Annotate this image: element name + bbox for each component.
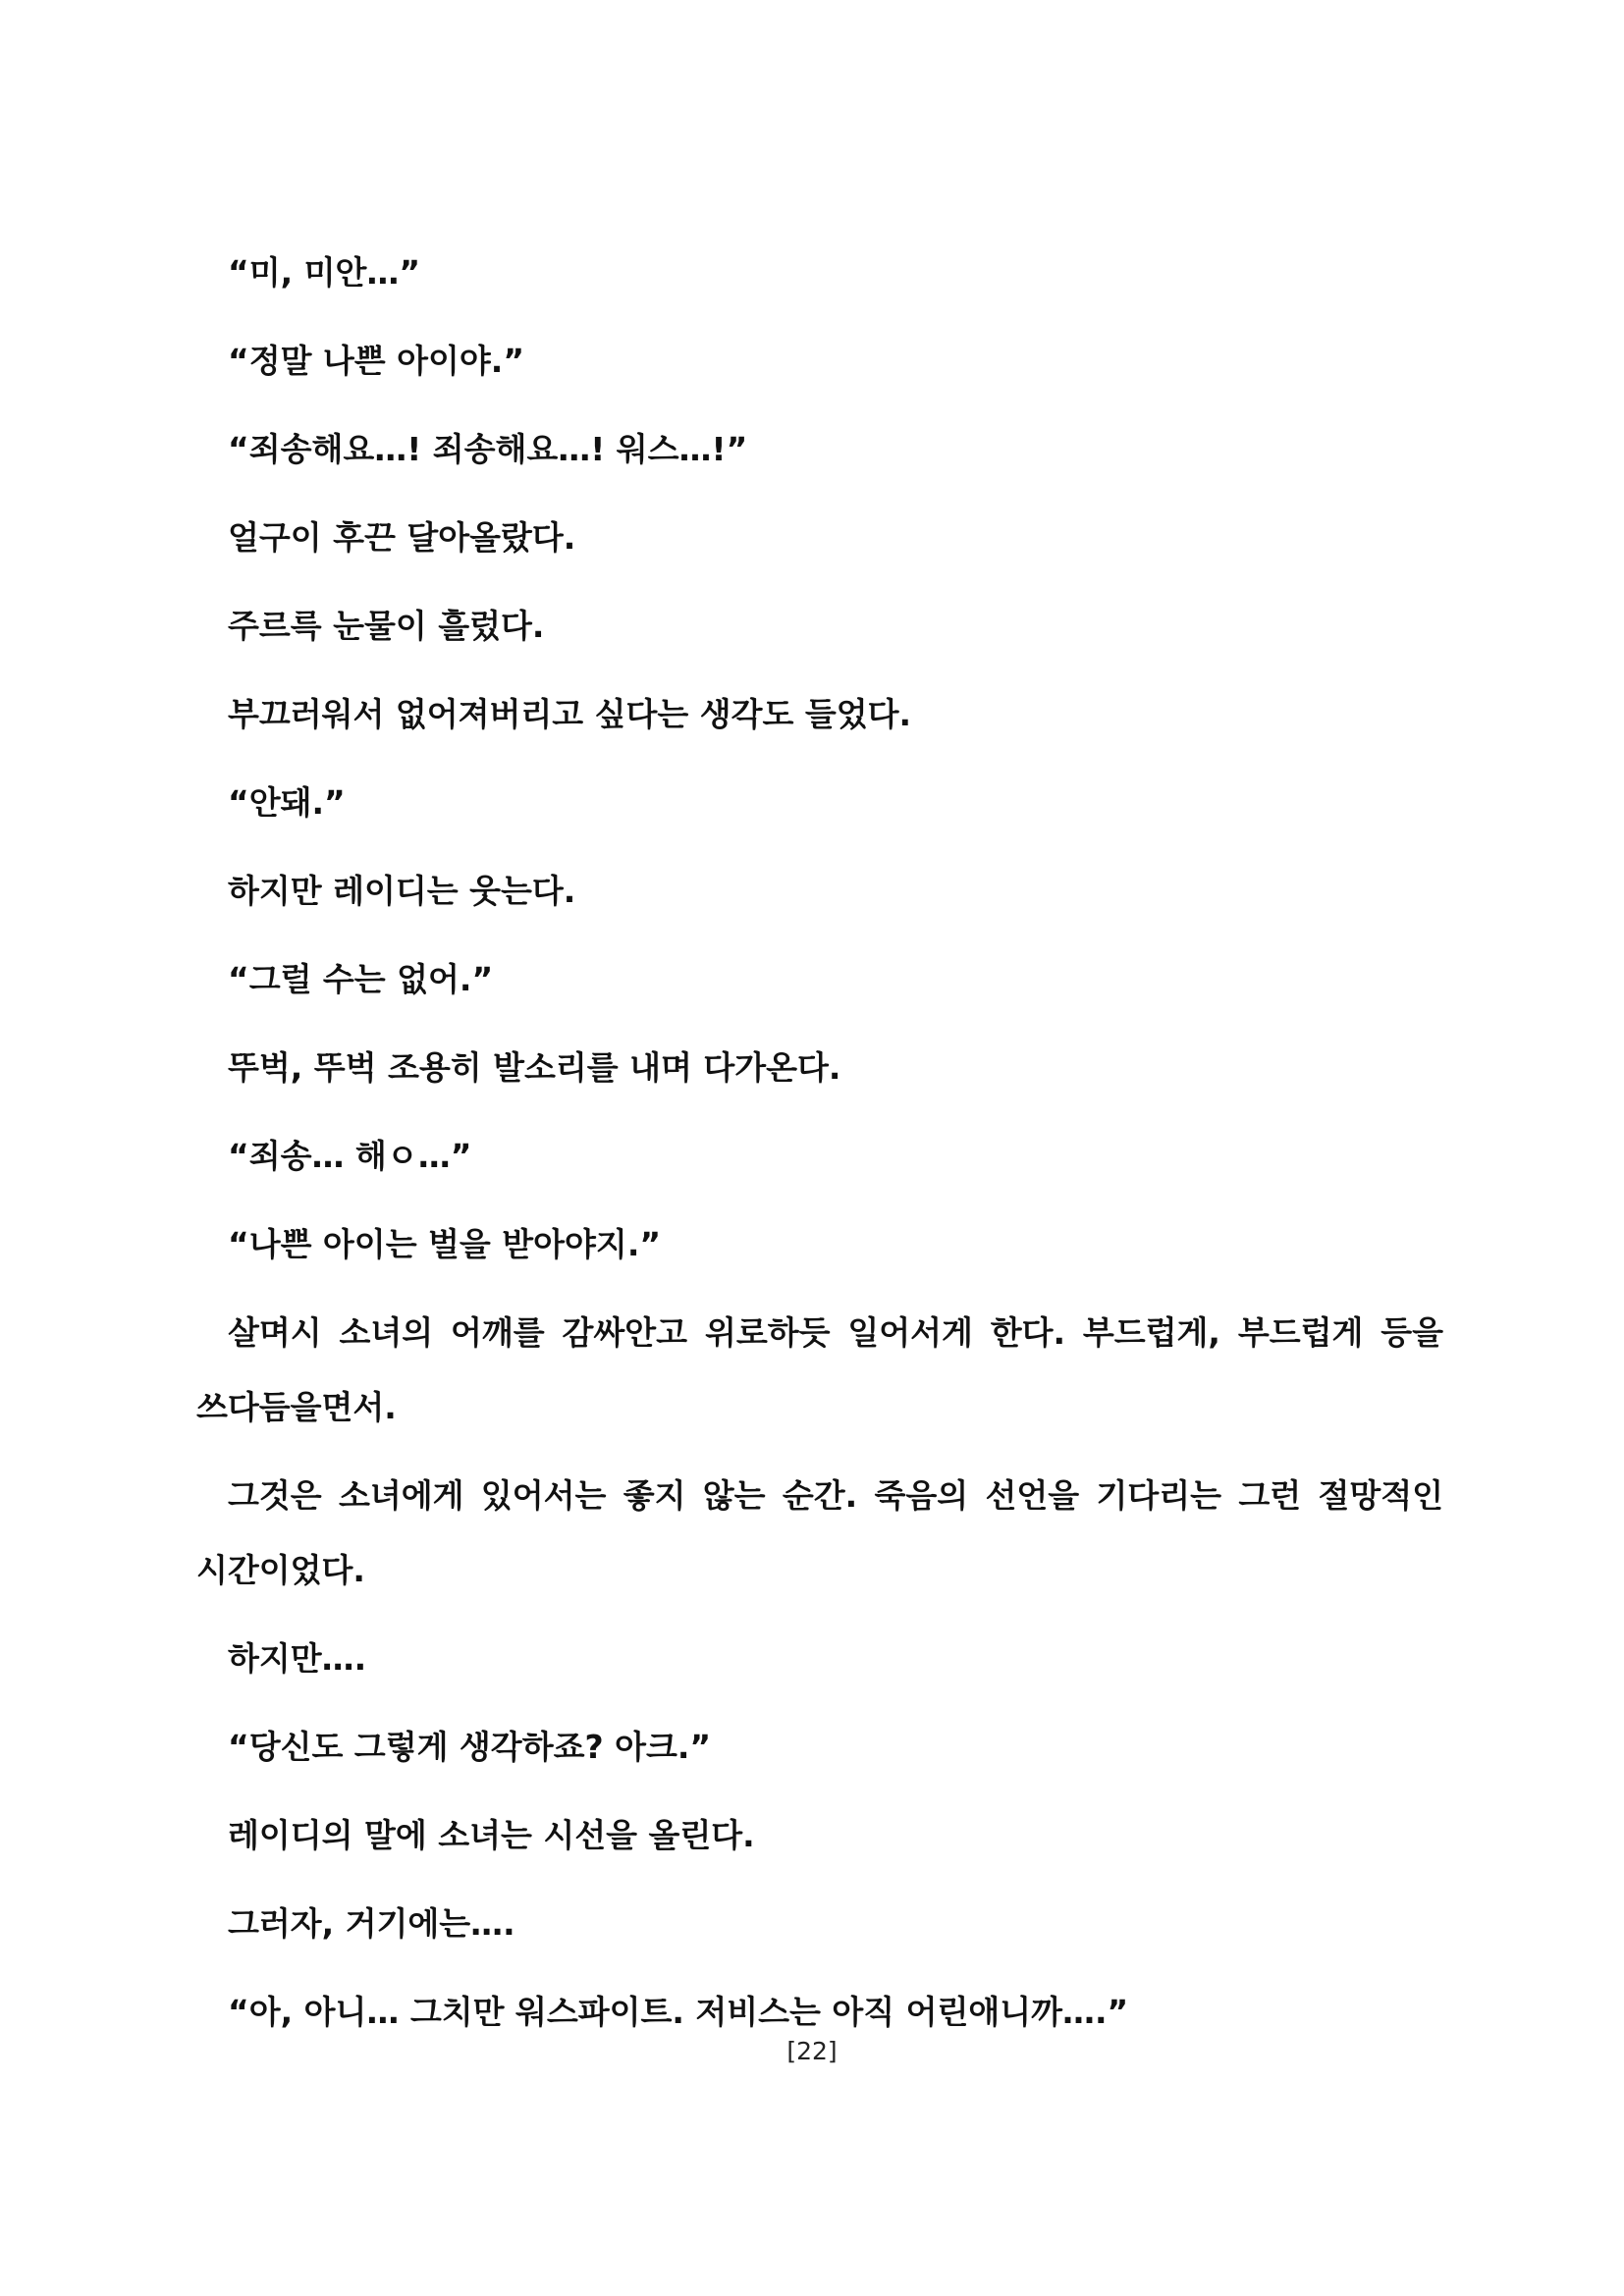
- paragraph: “안돼.”: [228, 783, 346, 822]
- paragraph: “정말 나쁜 아이야.”: [228, 342, 525, 380]
- paragraph: 그러자, 거기에는….: [228, 1904, 515, 1943]
- paragraph: 그것은 소녀에게 있어서는 좋지 않는 순간. 죽음의 선언을 기다리는 그런 절망적인 시간이었다.: [196, 1476, 1443, 1589]
- paragraph: “죄송… 해ㅇ…”: [228, 1137, 472, 1175]
- paragraph: “아, 아니… 그치만 워스파이트. 저비스는 아직 어린애니까….”: [228, 1993, 1129, 2031]
- page-number: [22]: [786, 2037, 838, 2065]
- paragraph: 뚜벅, 뚜벅 조용히 발소리를 내며 다가온다.: [228, 1048, 841, 1087]
- paragraph: 하지만 레이디는 웃는다.: [228, 872, 576, 910]
- paragraph: 살며시 소녀의 어깨를 감싸안고 위로하듯 일어서게 한다. 부드럽게, 부드럽게 등을 쓰다듬을면서.: [196, 1313, 1443, 1426]
- paragraph: 레이디의 말에 소녀는 시선을 올린다.: [228, 1816, 755, 1854]
- paragraph: “미, 미안…”: [228, 253, 421, 292]
- paragraph: “나쁜 아이는 벌을 받아야지.”: [228, 1225, 662, 1263]
- paragraph: “죄송해요…! 죄송해요…! 워스…!”: [228, 430, 748, 468]
- paragraph: 부끄러워서 없어져버리고 싶다는 생각도 들었다.: [228, 695, 912, 733]
- paragraph: “그럴 수는 없어.”: [228, 960, 494, 998]
- paragraph: 얼구이 후끈 달아올랐다.: [228, 518, 576, 557]
- paragraph: 주르륵 눈물이 흘렀다.: [228, 607, 545, 645]
- body-text: [196, 236, 1443, 2063]
- paragraph: “당신도 그렇게 생각하죠? 아크.”: [228, 1728, 712, 1766]
- paragraph: 하지만….: [228, 1639, 367, 1678]
